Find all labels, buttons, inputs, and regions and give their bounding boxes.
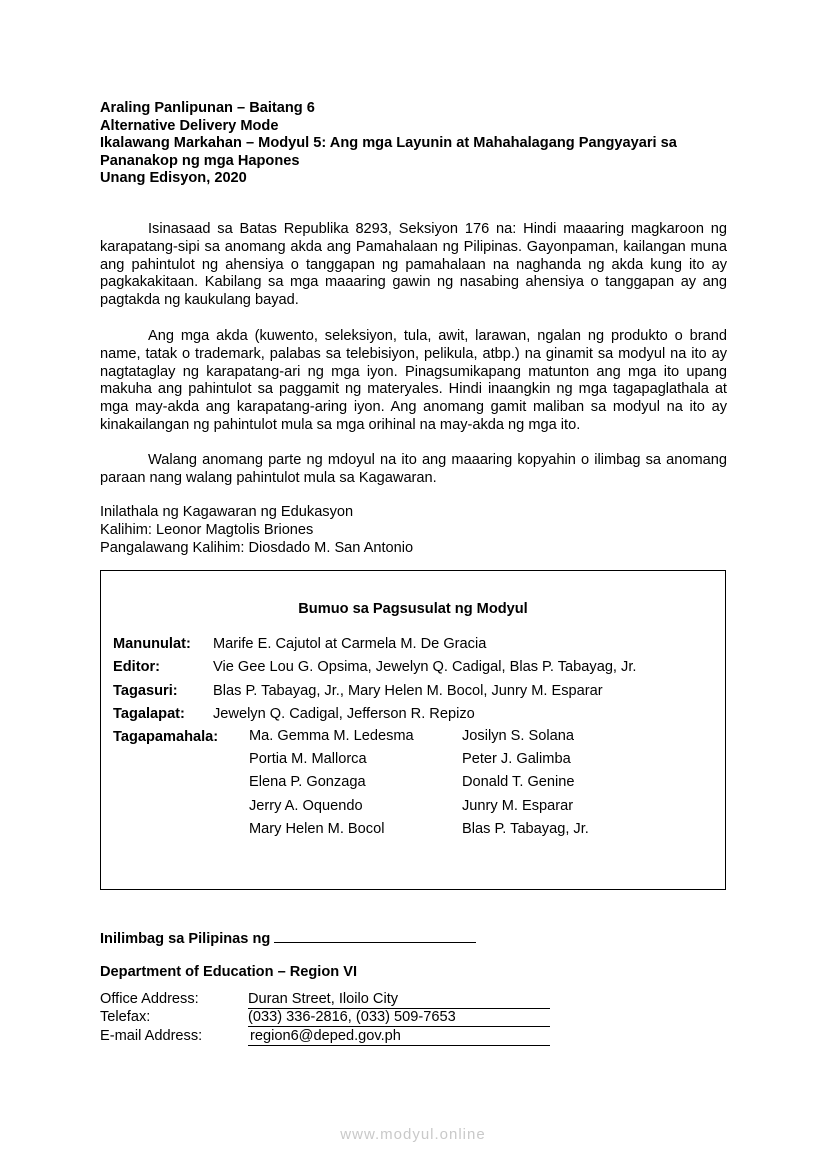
reproduction-paragraph: Walang anomang parte ng mdoyul na ito ang maaaring kopyahin o ilimbag sa anomang paraan nang walang pahintulot mula sa Kagawaran. [100, 452, 727, 486]
document-header [100, 100, 727, 188]
manager-name: Mary Helen M. Bocol [249, 820, 385, 837]
manager-name: Junry M. Esparar [462, 797, 574, 814]
credits-title: Bumuo sa Pagsusulat ng Modyul [298, 601, 528, 617]
edition: Unang Edisyon, 2020 [100, 170, 247, 187]
credits-box [100, 570, 726, 890]
telefax-value: (033) 336-2816, (033) 509-7653 [248, 1009, 550, 1027]
manager-name: Donald T. Genine [462, 774, 575, 791]
manager-name: Josilyn S. Solana [462, 728, 574, 744]
credit-value: Marife E. Cajutol at Carmela M. De Gracia [213, 636, 487, 652]
email-value: region6@deped.gov.ph [248, 1028, 550, 1046]
module-title-cont: Pananakop ng mga Hapones [100, 152, 300, 169]
trademark-paragraph: Ang mga akda (kuwento, seleksiyon, tula, awit, larawan, ngalan ng produkto o brand name, tatak o trademark, palabas sa telebisiyon, pelikula, atbp.) na ginamit sa modyul na ito ay nagtataglay ng karapatang-ari ng mga iyon. Pinagsumikapang matunton ang mga ito upang makuha ang pahintulot sa paggamit ng materyales. Hindi inaangkin ng mga tagapaglathala at mga may-akda ang karapatang-aring iyon. Ang anomang gamit maliban sa modyul na ito ay kinakailangan ng pahintulot mula sa mga orihinal na may-akda ng mga ito. [100, 328, 727, 433]
credit-label: Tagasuri: [113, 683, 178, 699]
credit-label: Editor: [113, 659, 161, 675]
printed-in-label: Inilimbag sa Pilipinas ng [100, 931, 271, 947]
telefax-label: Telefax: [100, 1009, 151, 1025]
region-office-name: Department of Education – Region VI [100, 964, 358, 980]
undersecretary-line: Pangalawang Kalihim: Diosdado M. San Antonio [100, 539, 414, 556]
module-title: Ikalawang Markahan – Modyul 5: Ang mga Layunin at Mahahalagang Pangyayari sa [100, 135, 677, 152]
credit-value: Jewelyn Q. Cadigal, Jefferson R. Repizo [213, 706, 475, 722]
credit-value: Blas P. Tabayag, Jr., Mary Helen M. Bocol, Junry M. Esparar [213, 683, 603, 699]
managers-column-2 [462, 725, 589, 841]
manager-name: Elena P. Gonzaga [249, 774, 366, 791]
managers-column-1 [249, 725, 414, 841]
manager-name: Blas P. Tabayag, Jr. [462, 820, 589, 837]
email-label: E-mail Address: [100, 1028, 203, 1044]
subject-title: Araling Panlipunan – Baitang 6 [100, 100, 315, 116]
credit-label: Manunulat: [113, 636, 191, 652]
manager-name: Peter J. Galimba [462, 751, 571, 768]
publisher-line: Inilathala ng Kagawaran ng Edukasyon [100, 504, 354, 520]
printer-blank [274, 928, 476, 943]
delivery-mode: Alternative Delivery Mode [100, 117, 279, 134]
watermark: www.modyul.online [340, 1126, 486, 1143]
printed-in-line [100, 928, 476, 949]
manager-name: Jerry A. Oquendo [249, 797, 363, 814]
manager-name: Ma. Gemma M. Ledesma [249, 728, 414, 744]
credit-value: Vie Gee Lou G. Opsima, Jewelyn Q. Cadigal, Blas P. Tabayag, Jr. [213, 659, 637, 675]
office-address-value: Duran Street, Iloilo City [248, 991, 550, 1009]
publisher-info [100, 504, 413, 557]
secretary-line: Kalihim: Leonor Magtolis Briones [100, 521, 314, 538]
manager-name: Portia M. Mallorca [249, 751, 367, 768]
office-address-label: Office Address: [100, 991, 199, 1007]
credit-label: Tagalapat: [113, 706, 185, 722]
copyright-paragraph: Isinasaad sa Batas Republika 8293, Seksiyon 176 na: Hindi maaaring magkaroon ng karapatang-sipi sa anomang akda ang Pamahalaan ng Pilipinas. Gayonpaman, kailangan muna ang pahintulot ng ahensiya o tanggapan ng pamahalaan na naghanda ng akda kung ito ay pagkakakitaan. Kabilang sa mga maaaring gawin ng nasabing ahensiya o tanggapan ay ang pagtakda ng kaukulang bayad. [100, 221, 727, 309]
managers-label: Tagapamahala: [113, 729, 219, 745]
